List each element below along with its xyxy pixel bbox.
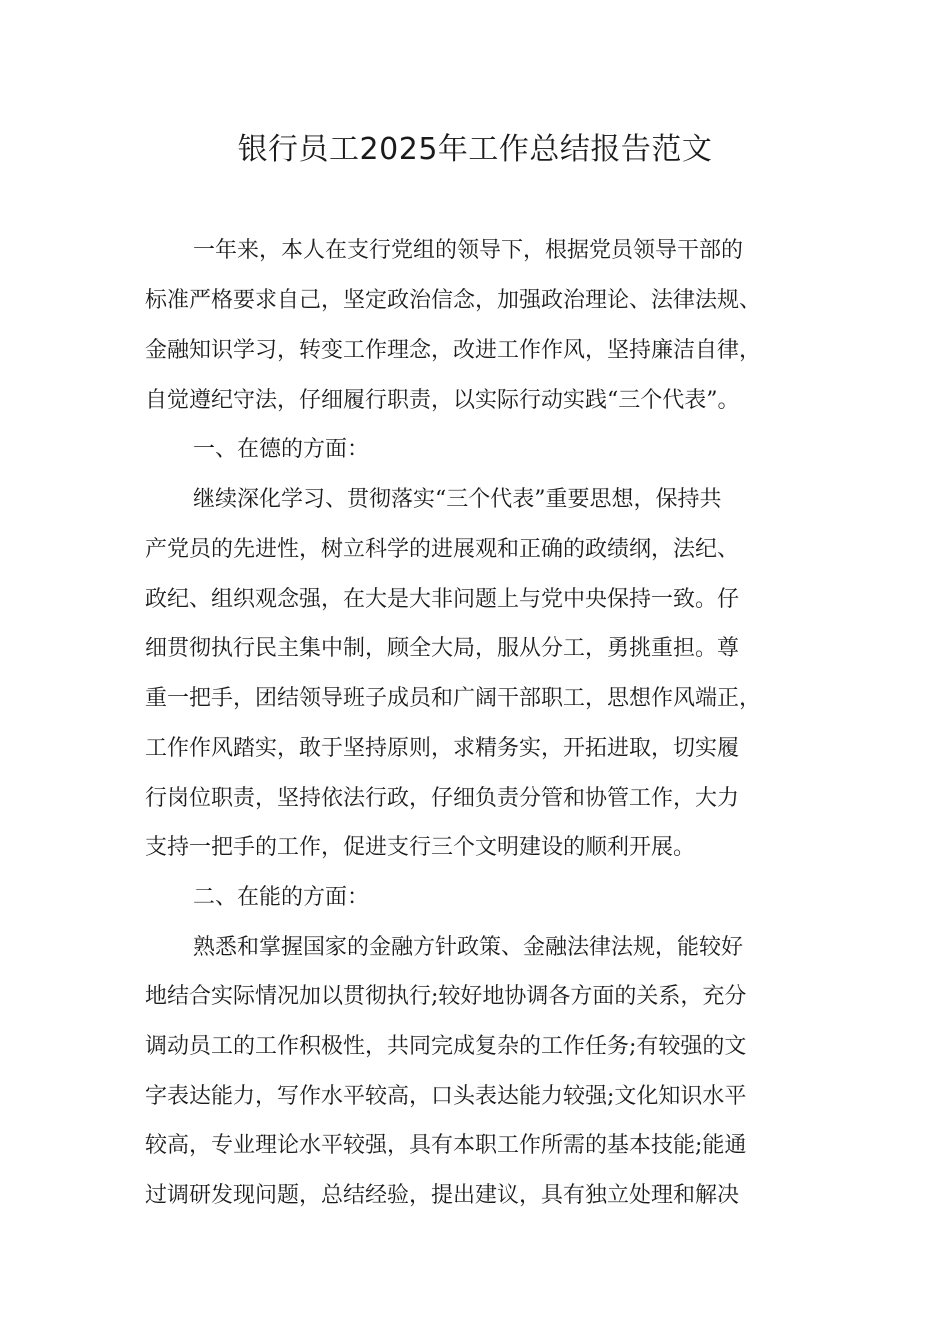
paragraph-1-line-3: 金融知识学习，转变工作理念，改进工作作风，坚持廉洁自律， [145, 338, 762, 363]
paragraph-2-line-6: 工作作风踏实，敢于坚持原则，求精务实，开拓进取，切实履 [145, 736, 740, 761]
paragraph-2-line-1: 继续深化学习、贯彻落实“三个代表”重要思想，保持共 [193, 487, 722, 512]
paragraph-3-line-2: 地结合实际情况加以贯彻执行;较好地协调各方面的关系，充分 [145, 984, 747, 1009]
paragraph-2-line-7: 行岗位职责，坚持依法行政，仔细负责分管和协管工作，大力 [145, 786, 740, 811]
paragraph-3-line-5: 较高，专业理论水平较强，具有本职工作所需的基本技能;能通 [145, 1133, 747, 1158]
document-title: 银行员工2025年工作总结报告范文 [237, 132, 713, 167]
paragraph-2-line-4: 细贯彻执行民主集中制，顾全大局，服从分工，勇挑重担。尊 [145, 636, 740, 661]
paragraph-1-line-2: 标准严格要求自己，坚定政治信念，加强政治理论、法律法规、 [145, 288, 762, 313]
paragraph-2-line-2: 产党员的先进性，树立科学的进展观和正确的政绩纲，法纪、 [145, 537, 740, 562]
paragraph-2-line-3: 政纪、组织观念强，在大是大非问题上与党中央保持一致。仔 [145, 587, 740, 612]
paragraph-3-line-1: 熟悉和掌握国家的金融方针政策、金融法律法规，能较好 [193, 935, 744, 960]
paragraph-3-line-6: 过调研发现问题，总结经验，提出建议，具有独立处理和解决 [145, 1183, 740, 1208]
section-heading-1: 一、在德的方面： [193, 437, 370, 462]
paragraph-2-line-5: 重一把手，团结领导班子成员和广阔干部职工，思想作风端正， [145, 686, 762, 711]
paragraph-1-line-1: 一年来，本人在支行党组的领导下，根据党员领导干部的 [193, 238, 744, 263]
paragraph-1-line-4: 自觉遵纪守法，仔细履行职责，以实际行动实践“三个代表”。 [145, 388, 740, 413]
paragraph-3-line-4: 字表达能力，写作水平较高，口头表达能力较强;文化知识水平 [145, 1084, 747, 1109]
section-heading-2: 二、在能的方面： [193, 885, 370, 910]
paragraph-2-line-8: 支持一把手的工作，促进支行三个文明建设的顺利开展。 [145, 835, 696, 860]
paragraph-3-line-3: 调动员工的工作积极性，共同完成复杂的工作任务;有较强的文 [145, 1034, 747, 1059]
